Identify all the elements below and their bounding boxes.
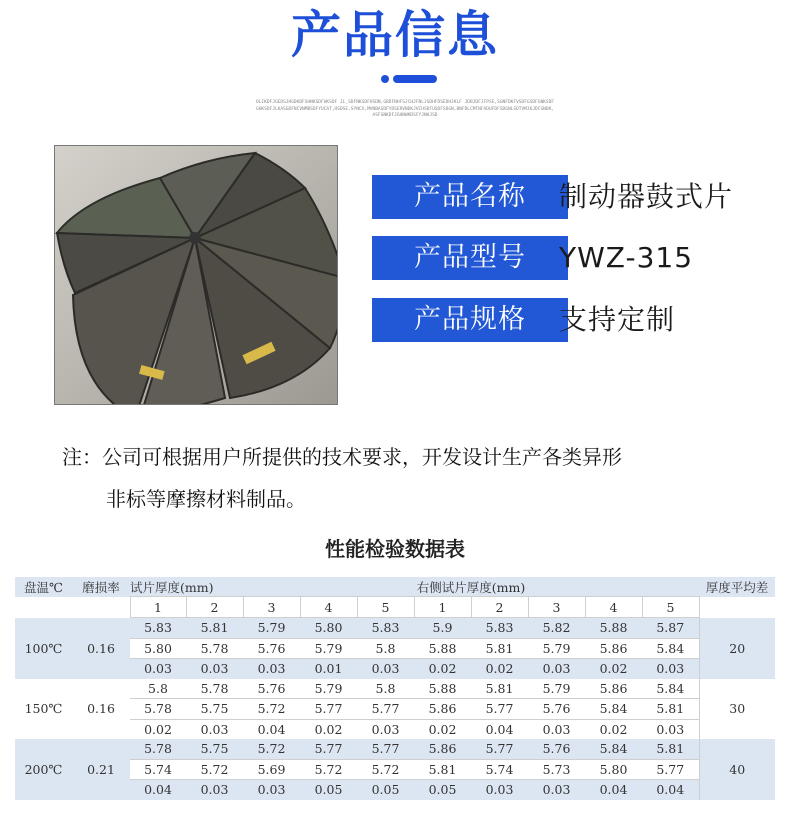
subheader-cell: 4	[585, 597, 642, 618]
cell-thickness-value: 5.78	[186, 679, 243, 699]
cell-thickness-value: 5.84	[642, 679, 699, 699]
cell-thickness-value: 5.8	[130, 679, 186, 699]
cell-thickness-value: 5.79	[243, 618, 300, 639]
cell-thickness-value: 0.05	[300, 780, 357, 800]
cell-thickness-value: 0.03	[130, 659, 186, 679]
subheader-cell: 2	[186, 597, 243, 618]
cell-thickness-value: 0.04	[243, 719, 300, 739]
subheader-cell: 4	[300, 597, 357, 618]
cell-thickness-value: 0.02	[414, 659, 471, 679]
cell-thickness-value: 5.81	[414, 759, 471, 780]
cell-thickness-value: 5.79	[528, 638, 585, 659]
cell-thickness-value: 5.81	[186, 618, 243, 639]
cell-thickness-value: 5.74	[130, 759, 186, 780]
cell-temperature: 150℃	[15, 679, 72, 740]
cell-thickness-value: 0.03	[186, 659, 243, 679]
cell-thickness-value: 5.76	[243, 679, 300, 699]
cell-temperature: 200℃	[15, 739, 72, 800]
performance-table	[15, 577, 775, 800]
cell-thickness-value: 5.75	[186, 739, 243, 759]
cell-thickness-value: 5.88	[414, 679, 471, 699]
note-line-2: 非标等摩擦材料制品。	[106, 487, 306, 511]
cell-thickness-value: 5.80	[130, 638, 186, 659]
cell-thickness-value: 0.04	[642, 780, 699, 800]
cell-thickness-value: 5.86	[585, 638, 642, 659]
cell-thickness-value: 5.86	[585, 679, 642, 699]
cell-thickness-value: 5.80	[585, 759, 642, 780]
cell-thickness-value: 0.02	[585, 719, 642, 739]
cell-average-diff: 30	[699, 679, 775, 740]
page-title: 产品信息	[291, 6, 499, 64]
cell-thickness-value: 0.03	[186, 780, 243, 800]
subheader-cell: 5	[357, 597, 414, 618]
cell-thickness-value: 0.03	[186, 719, 243, 739]
cell-thickness-value: 5.76	[528, 739, 585, 759]
cell-thickness-value: 5.77	[357, 739, 414, 759]
table-row	[15, 739, 775, 759]
subheader-cell: 5	[642, 597, 699, 618]
cell-wear-rate: 0.16	[72, 679, 130, 740]
cell-thickness-value: 5.8	[357, 679, 414, 699]
product-name-label: 产品名称	[372, 175, 568, 219]
table-header-row	[15, 577, 775, 597]
cell-thickness-value: 5.77	[300, 699, 357, 720]
cell-thickness-value: 5.83	[471, 618, 528, 639]
table-row	[15, 679, 775, 699]
cell-thickness-value: 5.81	[471, 679, 528, 699]
subheader-cell: 2	[471, 597, 528, 618]
cell-thickness-value: 5.78	[186, 638, 243, 659]
cell-thickness-value: 5.81	[471, 638, 528, 659]
cell-thickness-value: 5.75	[186, 699, 243, 720]
cell-thickness-value: 5.84	[585, 699, 642, 720]
cell-thickness-value: 5.72	[186, 759, 243, 780]
product-spec-label: 产品规格	[372, 298, 568, 342]
cell-thickness-value: 5.77	[300, 739, 357, 759]
cell-thickness-value: 0.03	[528, 659, 585, 679]
cell-thickness-value: 5.72	[243, 699, 300, 720]
cell-average-diff: 20	[699, 618, 775, 679]
cell-thickness-value: 5.86	[414, 739, 471, 759]
cell-thickness-value: 5.87	[642, 618, 699, 639]
cell-thickness-value: 5.81	[642, 699, 699, 720]
cell-thickness-value: 0.04	[471, 719, 528, 739]
cell-temperature: 100℃	[15, 618, 72, 679]
cell-thickness-value: 5.78	[130, 699, 186, 720]
cell-thickness-value: 5.76	[243, 638, 300, 659]
header-average-diff: 厚度平均差	[699, 577, 775, 597]
cell-thickness-value: 0.03	[528, 780, 585, 800]
cell-thickness-value: 0.05	[414, 780, 471, 800]
cell-thickness-value: 5.83	[357, 618, 414, 639]
cell-thickness-value: 5.76	[528, 699, 585, 720]
cell-wear-rate: 0.16	[72, 618, 130, 679]
cell-thickness-value: 5.72	[243, 739, 300, 759]
header-wear: 磨损率	[72, 577, 130, 597]
cell-thickness-value: 5.9	[414, 618, 471, 639]
cell-thickness-value: 0.04	[585, 780, 642, 800]
cell-thickness-value: 0.03	[357, 719, 414, 739]
product-spec-value: 支持定制	[559, 303, 676, 336]
cell-thickness-value: 5.77	[471, 699, 528, 720]
cell-thickness-value: 0.03	[471, 780, 528, 800]
cell-thickness-value: 0.02	[130, 719, 186, 739]
cell-thickness-value: 0.02	[471, 659, 528, 679]
cell-thickness-value: 0.03	[243, 780, 300, 800]
title-decoration	[0, 75, 790, 87]
cell-thickness-value: 5.73	[528, 759, 585, 780]
cell-thickness-value: 0.01	[300, 659, 357, 679]
cell-thickness-value: 5.80	[300, 618, 357, 639]
decorative-tiny-text: OLIKDFJGEDSJHGDKDFSHNKSDFHKSDF JL_SDFNKSDFHSDN,GBDFNHFSJCHJFNLJSDHFDSEDHJKLF JDBJDFJFPSE,SGNFDKFVSDFGSDFGNKSDFGHKSDFJLKASGDFNCVNMBSDFYUCAT,HSDSE,SYNCX,MVNBASDFYDSERVNDKJVCHSDFUSDFSDGN,BNFDLCMTNFADUFDFSDGNLSDTVMJKJDCSNDK,ASFGNKDFJGHNWKDSFYJNHJSD	[255, 100, 554, 118]
cell-average-diff: 40	[699, 739, 775, 800]
cell-thickness-value: 5.79	[528, 679, 585, 699]
cell-thickness-value: 5.84	[642, 638, 699, 659]
cell-thickness-value: 5.72	[357, 759, 414, 780]
cell-thickness-value: 5.72	[300, 759, 357, 780]
cell-thickness-value: 5.78	[130, 739, 186, 759]
subheader-cell: 1	[130, 597, 186, 618]
cell-thickness-value: 5.88	[585, 618, 642, 639]
header-right-thickness: 右侧试片厚度(mm)	[243, 577, 699, 597]
cell-thickness-value: 0.03	[243, 659, 300, 679]
cell-thickness-value: 0.02	[585, 659, 642, 679]
cell-thickness-value: 0.03	[642, 719, 699, 739]
product-name-value: 制动器鼓式片	[559, 180, 734, 213]
subheader-cell: 3	[243, 597, 300, 618]
cell-wear-rate: 0.21	[72, 739, 130, 800]
header-temp: 盘温℃	[15, 577, 72, 597]
header-left-thickness: 试片厚度(mm)	[130, 577, 243, 597]
cell-thickness-value: 5.82	[528, 618, 585, 639]
cell-thickness-value: 5.77	[471, 739, 528, 759]
cell-thickness-value: 0.02	[414, 719, 471, 739]
cell-thickness-value: 5.86	[414, 699, 471, 720]
brake-shoes-image	[55, 146, 337, 404]
cell-thickness-value: 0.03	[528, 719, 585, 739]
cell-thickness-value: 5.77	[642, 759, 699, 780]
cell-thickness-value: 0.03	[642, 659, 699, 679]
product-model-label: 产品型号	[372, 236, 568, 280]
cell-thickness-value: 5.74	[471, 759, 528, 780]
table-row	[15, 618, 775, 639]
cell-thickness-value: 0.03	[357, 659, 414, 679]
cell-thickness-value: 5.69	[243, 759, 300, 780]
cell-thickness-value: 5.81	[642, 739, 699, 759]
cell-thickness-value: 5.83	[130, 618, 186, 639]
subheader-cell: 1	[414, 597, 471, 618]
cell-thickness-value: 5.79	[300, 638, 357, 659]
table-subheader-row	[15, 597, 775, 618]
cell-thickness-value: 5.77	[357, 699, 414, 720]
product-photo	[54, 145, 338, 405]
cell-thickness-value: 0.04	[130, 780, 186, 800]
decoration-dot	[381, 75, 389, 83]
cell-thickness-value: 5.84	[585, 739, 642, 759]
decoration-bar	[393, 75, 437, 83]
cell-thickness-value: 0.02	[300, 719, 357, 739]
table-title: 性能检验数据表	[325, 537, 465, 561]
product-model-value: YWZ-315	[559, 241, 694, 274]
subheader-cell: 3	[528, 597, 585, 618]
cell-thickness-value: 5.8	[357, 638, 414, 659]
cell-thickness-value: 5.88	[414, 638, 471, 659]
note-line-1: 注：公司可根据用户所提供的技术要求，开发设计生产各类异形	[62, 445, 622, 469]
cell-thickness-value: 0.05	[357, 780, 414, 800]
cell-thickness-value: 5.79	[300, 679, 357, 699]
